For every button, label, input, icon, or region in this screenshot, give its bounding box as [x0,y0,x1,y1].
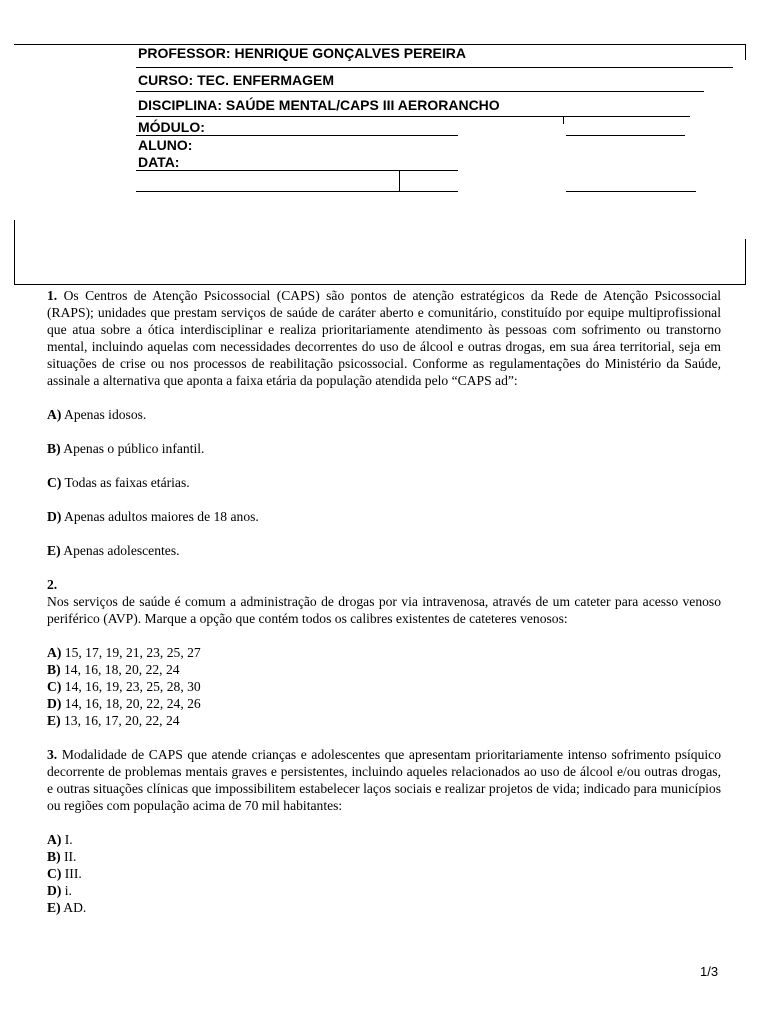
question-number: 2. [47,577,58,592]
question-text: Modalidade de CAPS que atende crianças e adolescentes que apresentam prioritariamente intenso sofrimento psíquico decorrente de problemas mentais graves e persistentes, incluindo aqueles relacionados ao uso de álcool e/ou outras drogas, e outras situações clínicas que impossibilitem estabelecer laços sociais e realizar projetos de vida; indicado para municípios ou regiões com população acima de 70 mil habitantes: [47,747,722,813]
question-number: 3. [47,747,58,762]
modulo-label: MÓDULO: [138,119,205,135]
option [47,882,721,899]
option-text: Apenas adultos maiores de 18 anos. [64,509,259,524]
signature-divider [399,170,400,192]
disciplina-underline [136,116,690,117]
modulo-right-underline [566,135,685,136]
option-letter: D) [47,883,62,898]
question-text: Nos serviços de saúde é comum a administração de drogas por via intravenosa, através de um cateter para acesso venoso periférico (AVP). Marque a opção que contém todos os calibres existentes de cateteres venosos: [47,594,721,626]
modulo-underline [136,135,458,136]
option-letter: D) [47,696,62,711]
option [47,848,721,865]
disciplina-label: DISCIPLINA: SAÚDE MENTAL/CAPS III AERORANCHO [138,97,500,113]
option-letter: B) [47,441,61,456]
question-text: Os Centros de Atenção Psicossocial (CAPS) são pontos de atenção estratégicos da Rede de Atenção Psicossocial (RAPS); unidades que prestam serviços de saúde de caráter aberto e comunitário, constituído por equipe multiprofissional que atua sobre a ótica interdisciplinar e realiza prioritariamente atendimento às pessoas com sofrimento ou transtorno mental, incluindo aquelas com necessidades decorrentes do uso de álcool e outras drogas, em sua área territorial, seja em situações de crise ou nos processos de reabilitação psicossocial. Conforme as regulamentações do Ministério da Saúde, assinale a alternativa que aponta a faixa etária da população atendida pelo “CAPS ad”: [47,288,721,388]
option-text: II. [64,849,77,864]
aluno-label: ALUNO: [138,137,193,153]
option [47,865,721,882]
option [47,644,721,661]
curso-label: CURSO: TEC. ENFERMAGEM [138,72,334,88]
option [47,474,721,491]
option-letter: C) [47,866,62,881]
curso-underline [136,91,704,92]
option-letter: A) [47,407,62,422]
option-letter: E) [47,713,61,728]
option-text: 14, 16, 18, 20, 22, 24 [64,662,180,677]
modulo-right-tick [563,116,564,124]
option [47,440,721,457]
option-letter: A) [47,645,62,660]
professor-label: PROFESSOR: HENRIQUE GONÇALVES PEREIRA [138,45,467,61]
option-text: Apenas o público infantil. [63,441,205,456]
frame-left-border [14,220,15,284]
question-number: 1. [47,288,58,303]
option-text: Apenas adolescentes. [63,543,180,558]
option-letter: C) [47,475,62,490]
option-text: I. [64,832,73,847]
option [47,678,721,695]
option-text: 14, 16, 19, 23, 25, 28, 30 [64,679,201,694]
question-2-number [47,576,721,593]
question-body [47,287,721,916]
option-text: 13, 16, 17, 20, 22, 24 [64,713,180,728]
page-number: 1/3 [700,964,719,979]
option [47,831,721,848]
signature-underline [136,191,458,192]
right-field-underline [566,191,696,192]
option-text: AD. [63,900,87,915]
option [47,406,721,423]
option-text: i. [64,883,72,898]
option [47,695,721,712]
professor-underline [136,67,733,68]
option-letter: B) [47,662,61,677]
option [47,899,721,916]
option-letter: E) [47,900,61,915]
header-right-tick [745,44,746,60]
question-2 [47,593,721,627]
option [47,661,721,678]
question-3 [47,746,721,814]
option-text: 15, 17, 19, 21, 23, 25, 27 [64,645,201,660]
option-text: III. [64,866,82,881]
frame-right-border [745,239,746,284]
option-text: Todas as faixas etárias. [64,475,190,490]
question-1 [47,287,721,389]
option-text: Apenas idosos. [64,407,147,422]
option-letter: A) [47,832,62,847]
option [47,542,721,559]
option-letter: B) [47,849,61,864]
option-letter: E) [47,543,61,558]
option-letter: C) [47,679,62,694]
option-letter: D) [47,509,62,524]
option [47,508,721,525]
frame-bottom-rule [14,284,746,285]
data-label: DATA: [138,154,180,170]
option [47,712,721,729]
data-underline [136,170,458,171]
option-text: 14, 16, 18, 20, 22, 24, 26 [64,696,201,711]
